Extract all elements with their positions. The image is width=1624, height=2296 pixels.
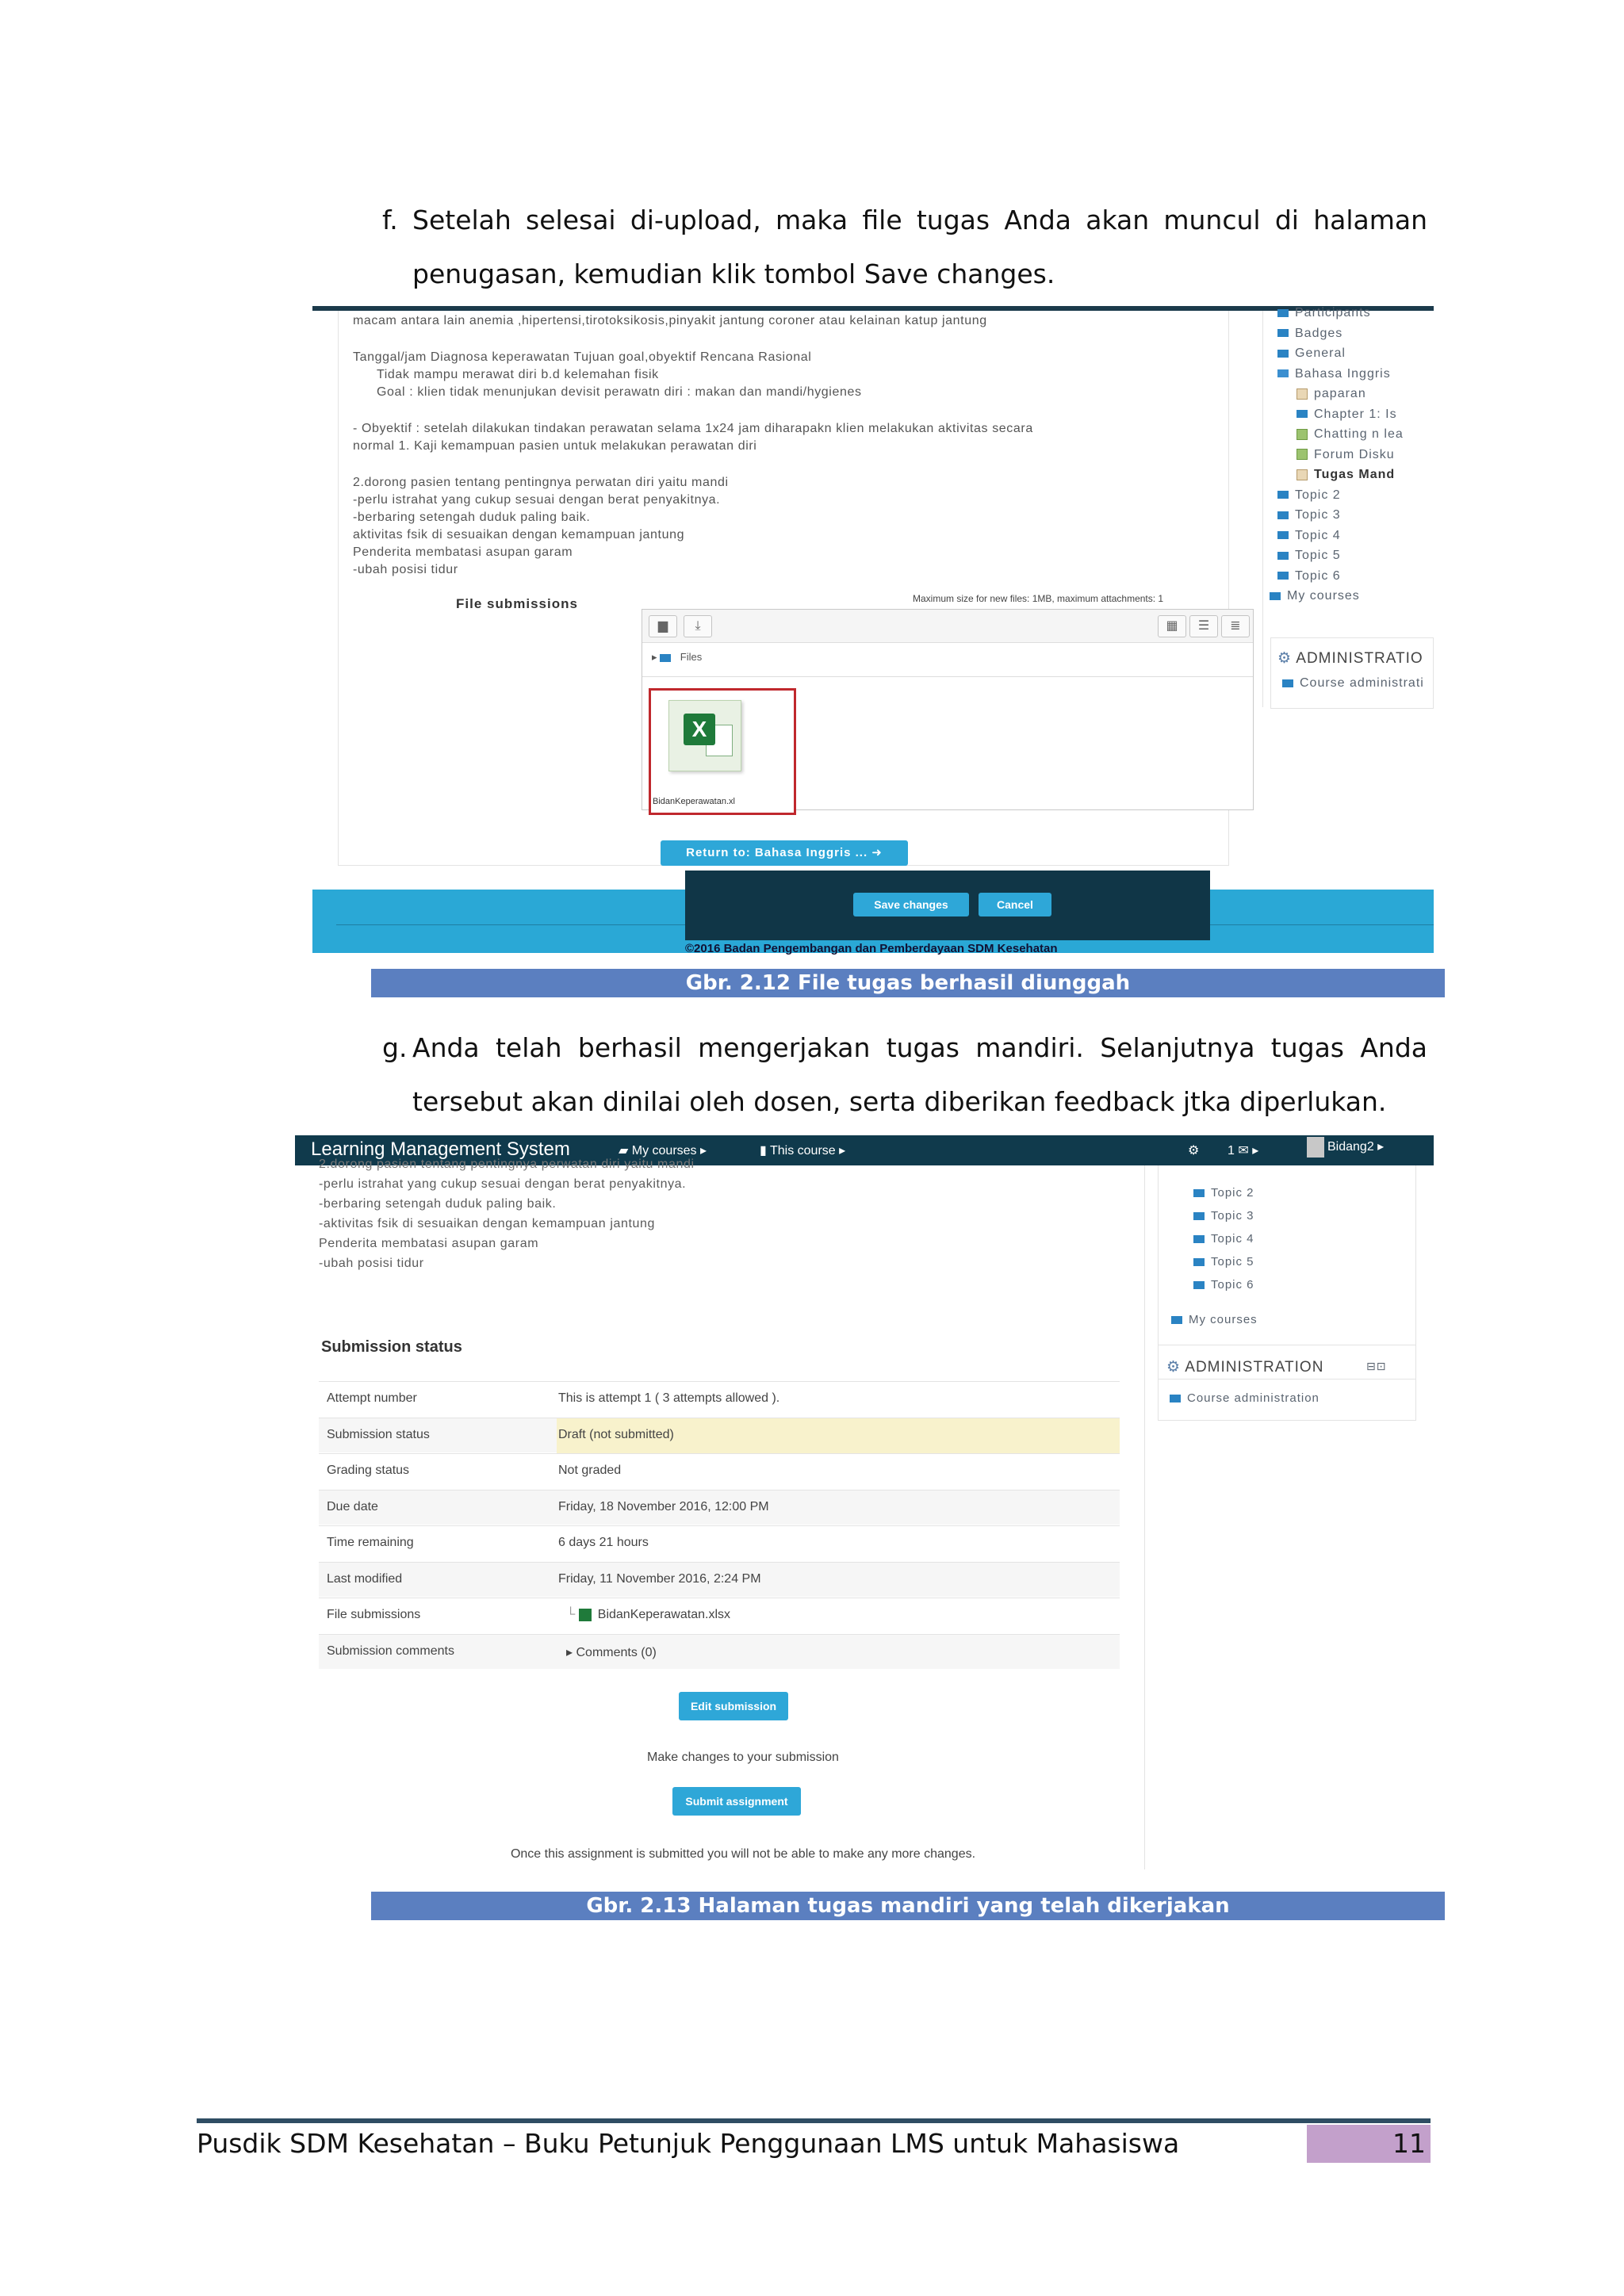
table-row	[319, 1418, 1120, 1452]
download-icon[interactable]: ⤓	[684, 615, 712, 637]
edit-submission-button[interactable]: Edit submission	[679, 1692, 788, 1720]
row-label: Due date	[327, 1499, 378, 1513]
folder-icon	[1171, 1316, 1182, 1324]
sidebar-item[interactable]: Chatting n lea	[1297, 427, 1404, 442]
essay-line: macam antara lain anemia ,hipertensi,tirotoksikosis,pinyakit jantung coroner atau kelainan katup jantung	[353, 314, 987, 327]
my-courses-link[interactable]: My courses	[1171, 1313, 1258, 1326]
essay-line: Tidak mampu merawat diri b.d kelemahan fisik	[377, 368, 659, 381]
folder-icon	[1282, 679, 1293, 687]
screenshot-file-uploaded	[312, 306, 1434, 955]
table-row	[319, 1598, 1120, 1632]
grid-view-icon[interactable]: ▦	[1158, 615, 1186, 637]
page-number: 11	[1392, 2128, 1426, 2159]
folder-icon	[1193, 1189, 1205, 1197]
essay-line: 2.dorong pasien tentang pentingnya perwatan diri yaitu mandi	[319, 1158, 695, 1171]
user-menu[interactable]: Bidang2 ▸	[1307, 1137, 1384, 1158]
gear-icon: ⚙	[1166, 1359, 1185, 1376]
essay-line: aktivitas fsik di sesuaikan dengan kemampuan jantung	[353, 528, 685, 541]
step-f	[382, 193, 1427, 301]
block-controls-icon[interactable]: ⊟⊡	[1366, 1360, 1387, 1372]
essay-line: -ubah posisi tidur	[353, 563, 458, 576]
doc-icon	[1297, 388, 1308, 400]
row-label: Last modified	[327, 1571, 403, 1586]
administration-block	[1158, 1345, 1416, 1421]
essay-line: normal 1. Kaji kemampuan pasien untuk melakukan perawatan diri	[353, 439, 757, 453]
row-value: Friday, 18 November 2016, 12:00 PM	[558, 1499, 769, 1513]
folder-icon	[1277, 572, 1289, 580]
folder-icon	[1297, 410, 1308, 418]
folder-icon	[1277, 329, 1289, 337]
row-label: Submission comments	[327, 1644, 454, 1658]
essay-line: -aktivitas fsik di sesuaikan dengan kemampuan jantung	[319, 1217, 656, 1230]
table-row	[319, 1490, 1120, 1525]
essay-line: Goal : klien tidak menunjukan devisit perawatn diri : makan dan mandi/hygienes	[377, 385, 862, 399]
sidebar-item[interactable]: Topic 5	[1193, 1255, 1254, 1269]
essay-line: -ubah posisi tidur	[319, 1257, 424, 1270]
folder-icon	[1277, 531, 1289, 539]
step-text-line: Anda telah berhasil mengerjakan tugas mandiri. Selanjutnya tugas Anda	[412, 1032, 1427, 1063]
folder-add-icon[interactable]: ▆	[649, 615, 677, 637]
step-text-line: Setelah selesai di-upload, maka file tugas Anda akan muncul di halaman	[412, 205, 1427, 235]
sidebar-item[interactable]: My courses	[1270, 589, 1360, 603]
essay-line: 2.dorong pasien tentang pentingnya perwatan diri yaitu mandi	[353, 476, 729, 489]
sidebar-item[interactable]: Topic 3	[1277, 508, 1341, 522]
forum-icon	[1297, 449, 1308, 460]
folder-icon	[1193, 1235, 1205, 1243]
folder-icon	[1277, 511, 1289, 519]
table-row	[319, 1381, 1120, 1416]
settings-icon[interactable]: ⚙	[1188, 1144, 1200, 1158]
row-value: 6 days 21 hours	[558, 1536, 649, 1549]
folder-icon	[1193, 1281, 1205, 1289]
copyright-footer: ©2016 Badan Pengembangan dan Pemberdayaan SDM Kesehatan	[685, 942, 1058, 955]
chat-icon	[1297, 429, 1308, 440]
assignment-main-panel	[311, 1158, 1145, 1869]
table-row	[319, 1634, 1120, 1669]
administration-title: ⚙ ADMINISTRATIO	[1277, 650, 1423, 667]
step-text-line: penugasan, kemudian klik tombol Save changes.	[412, 258, 1055, 289]
folder-open-icon	[1277, 369, 1289, 377]
chevron-right-icon: ▸	[566, 1645, 576, 1659]
max-size-note: Maximum size for new files: 1MB, maximum attachments: 1	[913, 593, 1164, 604]
administration-title: ⚙ ADMINISTRATION	[1166, 1359, 1324, 1376]
folder-icon	[1193, 1258, 1205, 1266]
assignment-main-panel	[338, 311, 1241, 866]
row-value: Draft (not submitted)	[558, 1427, 674, 1441]
figure-caption: Gbr. 2.12 File tugas berhasil diunggah	[371, 969, 1445, 997]
envelope-icon: ✉	[1238, 1144, 1249, 1158]
footer-rule	[197, 2118, 1431, 2123]
excel-file-icon: X	[668, 700, 741, 771]
sidebar-item[interactable]: Tugas Mand	[1297, 468, 1395, 482]
save-dialog	[685, 871, 1210, 940]
tree-view-icon[interactable]: ≣	[1221, 615, 1250, 637]
footer-text: Pusdik SDM Kesehatan – Buku Petunjuk Penggunaan LMS untuk Mahasiswa	[197, 2128, 1180, 2159]
submit-assignment-button[interactable]: Submit assignment	[672, 1787, 801, 1816]
gear-icon: ⚙	[1277, 650, 1297, 667]
comments-toggle[interactable]: ▸ Comments (0)	[566, 1645, 657, 1659]
file-name: BidanKeperawatan.xl	[653, 797, 735, 806]
uploaded-file[interactable]	[649, 688, 796, 815]
row-label: Attempt number	[327, 1391, 417, 1405]
folder-icon	[1277, 309, 1289, 317]
sidebar-item[interactable]: Topic 5	[1277, 549, 1341, 563]
this-course-menu[interactable]: ▮ This course ▸	[760, 1144, 846, 1158]
row-value: Not graded	[558, 1464, 622, 1477]
course-administration-link[interactable]: Course administration	[1170, 1391, 1320, 1405]
folder-icon	[1170, 1395, 1181, 1402]
file-manager-toolbar	[642, 610, 1253, 643]
assign-icon	[1297, 469, 1308, 480]
folder-icon	[1193, 1212, 1205, 1220]
essay-line: -perlu istrahat yang cukup sesuai dengan berat penyakitnya.	[319, 1177, 687, 1191]
essay-line: -berbaring setengah duduk paling baik.	[319, 1197, 557, 1211]
list-view-icon[interactable]: ☰	[1189, 615, 1218, 637]
step-marker: g.	[382, 1032, 408, 1063]
excel-file-icon	[579, 1609, 592, 1621]
avatar	[1307, 1137, 1324, 1158]
sidebar-item[interactable]: Topic 2	[1193, 1186, 1254, 1200]
sidebar-item[interactable]: Chapter 1: Is	[1297, 408, 1397, 422]
essay-line: -berbaring setengah duduk paling baik.	[353, 511, 591, 524]
my-courses-menu[interactable]: ▰ My courses ▸	[619, 1144, 707, 1158]
chevron-right-icon: ▸	[652, 651, 661, 663]
course-administration-link[interactable]: Course administrati	[1282, 676, 1424, 691]
step-marker: f.	[382, 205, 398, 235]
essay-line: Tanggal/jam Diagnosa keperawatan Tujuan goal,obyektif Rencana Rasional	[353, 350, 812, 364]
row-label: Submission status	[327, 1427, 430, 1441]
sidebar-item[interactable]: Topic 3	[1193, 1209, 1254, 1223]
make-changes-text: Make changes to your submission	[647, 1751, 839, 1764]
administration-block	[1270, 637, 1434, 709]
folder-icon	[1277, 350, 1289, 358]
table-row	[319, 1562, 1120, 1597]
figure-caption: Gbr. 2.13 Halaman tugas mandiri yang telah dikerjakan	[371, 1892, 1445, 1920]
cancel-button[interactable]: Cancel	[979, 893, 1051, 916]
sidebar-item[interactable]: Topic 6	[1277, 569, 1341, 584]
row-label: Time remaining	[327, 1536, 414, 1549]
screenshot-submission-status	[295, 1135, 1434, 1869]
row-value: This is attempt 1 ( 3 attempts allowed ).	[558, 1391, 780, 1405]
save-changes-button[interactable]: Save changes	[853, 893, 969, 916]
sidebar-item[interactable]: Topic 6	[1193, 1278, 1254, 1292]
page-number-box	[1307, 2125, 1431, 2163]
sidebar-item[interactable]: Topic 2	[1277, 488, 1341, 503]
sidebar-item[interactable]: Bahasa Inggris	[1277, 367, 1391, 381]
once-submitted-note: Once this assignment is submitted you will not be able to make any more changes.	[510, 1847, 976, 1861]
submission-status-title: Submission status	[321, 1338, 462, 1356]
sidebar-item[interactable]: Participants	[1277, 306, 1371, 320]
book-icon: ▮	[760, 1144, 770, 1158]
sidebar-item[interactable]: General	[1277, 346, 1346, 361]
table-row	[319, 1453, 1120, 1488]
sidebar-item[interactable]: Forum Disku	[1297, 448, 1395, 462]
submitted-file-link[interactable]: └ BidanKeperawatan.xlsx	[566, 1608, 730, 1621]
folder-icon	[660, 654, 671, 662]
messages-menu[interactable]: 1 ✉ ▸	[1228, 1144, 1259, 1158]
sidebar-item[interactable]: paparan	[1297, 387, 1366, 401]
step-g	[382, 1021, 1427, 1129]
folder-icon	[1270, 592, 1281, 600]
sidebar-item[interactable]: Topic 4	[1277, 529, 1341, 543]
essay-line: Penderita membatasi asupan garam	[353, 545, 573, 559]
return-to-course-button[interactable]: Return to: Bahasa Inggris ... ➜	[661, 840, 908, 866]
file-path-label: Files	[680, 651, 703, 663]
table-row	[319, 1525, 1120, 1560]
file-area	[642, 676, 1253, 811]
sidebar-item[interactable]: Topic 4	[1193, 1232, 1254, 1246]
folder-icon	[1277, 552, 1289, 560]
row-label: File submissions	[327, 1608, 421, 1621]
essay-line: - Obyektif : setelah dilakukan tindakan perawatan selama 1x24 jam diharapakn klien melakukan aktivitas secara	[353, 422, 1033, 435]
briefcase-icon: ▰	[619, 1144, 632, 1158]
sidebar-item[interactable]: Badges	[1277, 327, 1342, 341]
step-text-line: tersebut akan dinilai oleh dosen, serta diberikan feedback jtka diperlukan.	[412, 1086, 1387, 1117]
file-submissions-label: File submissions	[456, 596, 578, 611]
essay-line: Penderita membatasi asupan garam	[319, 1237, 539, 1250]
row-label: Grading status	[327, 1464, 410, 1477]
row-value: Friday, 11 November 2016, 2:24 PM	[558, 1571, 761, 1586]
essay-line: -perlu istrahat yang cukup sesuai dengan berat penyakitnya.	[353, 493, 721, 507]
file-path[interactable]	[652, 651, 702, 664]
folder-icon	[1277, 491, 1289, 499]
file-manager	[642, 609, 1254, 810]
site-brand[interactable]: Learning Management System	[311, 1138, 570, 1160]
